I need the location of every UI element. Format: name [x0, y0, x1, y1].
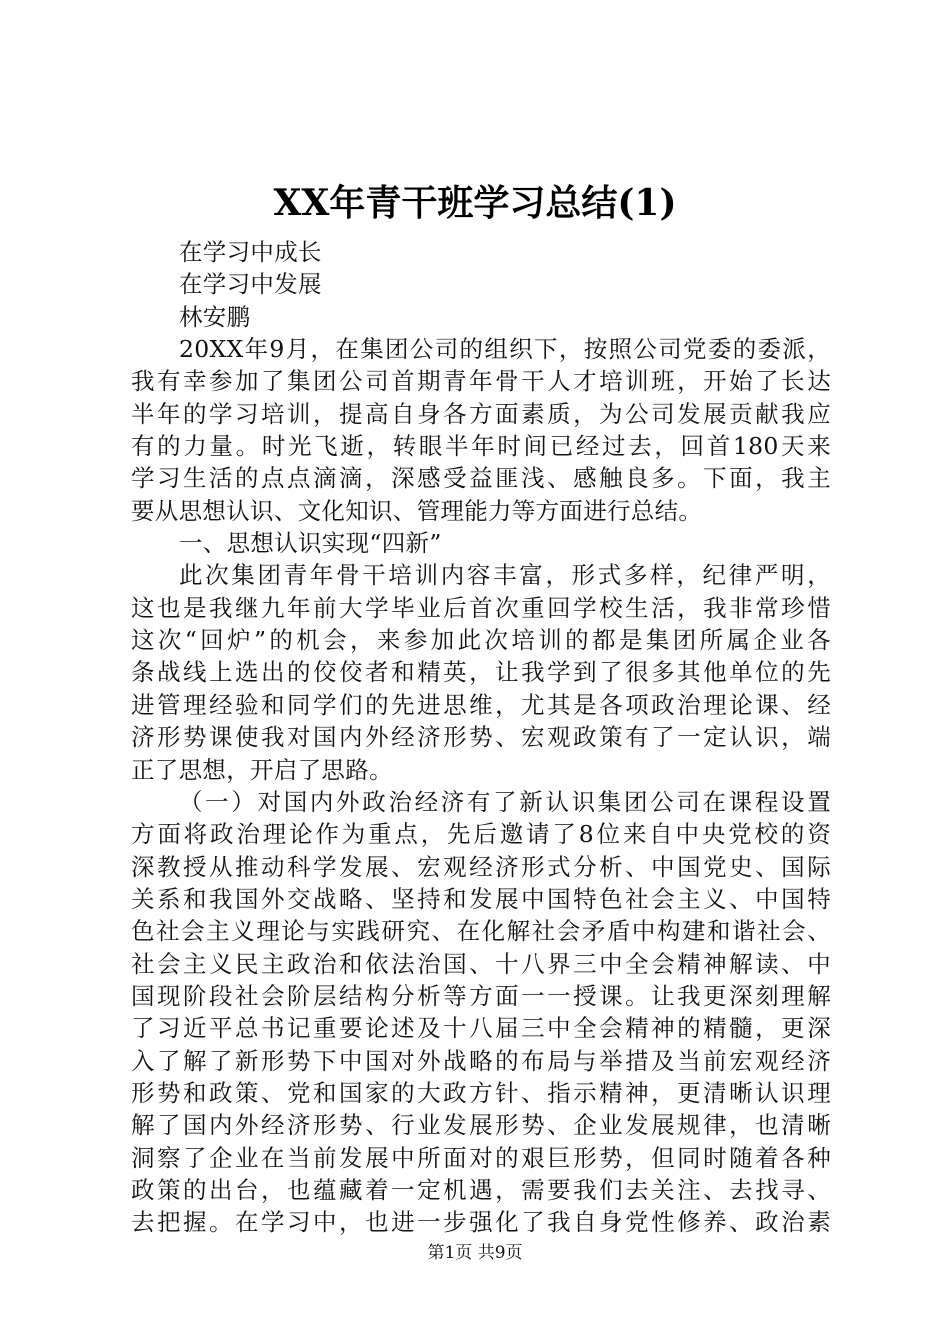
document-body: [131, 236, 831, 1239]
text-line: 入了解了新形势下中国对外战略的布局与举措及当前宏观经济: [131, 1046, 831, 1075]
text-line: 色社会主义理论与实践研究、在化解社会矛盾中构建和谐社会、: [131, 917, 831, 946]
text-line: 洞察了企业在当前发展中所面对的艰巨形势，但同时随着各种: [131, 1143, 831, 1172]
text-line: 进管理经验和同学们的先进思维，尤其是各项政治理论课、经: [131, 690, 831, 719]
text-line: 有的力量。时光飞逝，转眼半年时间已经过去，回首180天来: [131, 432, 831, 461]
document-title: XX年青干班学习总结(1): [273, 182, 677, 224]
text-line: 社会主义民主政治和依法治国、十八界三中全会精神解读、中: [131, 949, 831, 978]
text-line: 我有幸参加了集团公司首期青年骨干人才培训班，开始了长达: [131, 367, 831, 396]
text-line: 解了国内外经济形势、行业发展形势、企业发展规律，也清晰: [131, 1111, 831, 1140]
text-line: 形势和政策、党和国家的大政方针、指示精神，更清晰认识理: [131, 1078, 831, 1107]
text-line: 20XX年9月，在集团公司的组织下，按照公司党委的委派，: [179, 335, 831, 364]
subsection-line: （一）对国内外政治经济有了新认识集团公司在课程设置: [179, 787, 831, 816]
text-line: 这次“回炉”的机会，来参加此次培训的都是集团所属企业各: [131, 626, 831, 655]
text-line: 这也是我继九年前大学毕业后首次重回学校生活，我非常珍惜: [131, 593, 831, 622]
text-line: 半年的学习培训，提高自身各方面素质，为公司发展贡献我应: [131, 399, 831, 428]
text-line: 关系和我国外交战略、坚持和发展中国特色社会主义、中国特: [131, 884, 831, 913]
text-line: 政策的出台，也蕴藏着一定机遇，需要我们去关注、去找寻、: [131, 1175, 831, 1204]
text-line: 在学习中发展: [179, 270, 322, 299]
text-line: 正了思想，开启了思路。: [131, 755, 393, 784]
text-line: 条战线上选出的佼佼者和精英，让我学到了很多其他单位的先: [131, 658, 831, 687]
text-line: 济形势课使我对国内外经济形势、宏观政策有了一定认识，端: [131, 723, 831, 752]
text-line: 要从思想认识、文化知识、管理能力等方面进行总结。: [131, 496, 703, 525]
text-line: 了习近平总书记重要论述及十八届三中全会精神的精髓，更深: [131, 1014, 831, 1043]
text-line: 在学习中成长: [179, 238, 322, 266]
text-line: 学习生活的点点滴滴，深感受益匪浅、感触良多。下面，我主: [131, 464, 831, 493]
text-line: 林安鹏: [179, 302, 251, 331]
text-line: 去把握。在学习中，也进一步强化了我自身党性修养、政治素: [131, 1208, 831, 1237]
text-line: 此次集团青年骨干培训内容丰富，形式多样，纪律严明，: [179, 561, 831, 590]
text-line: 方面将政治理论作为重点，先后邀请了8位来自中央党校的资: [131, 820, 831, 849]
page-footer: 第1页 共9页: [427, 1243, 523, 1263]
text-line: 国现阶段社会阶层结构分析等方面一一授课。让我更深刻理解: [131, 981, 831, 1010]
text-line: 深教授从推动科学发展、宏观经济形式分析、中国党史、国际: [131, 852, 831, 881]
section-heading: 一、思想认识实现“四新”: [179, 529, 442, 558]
